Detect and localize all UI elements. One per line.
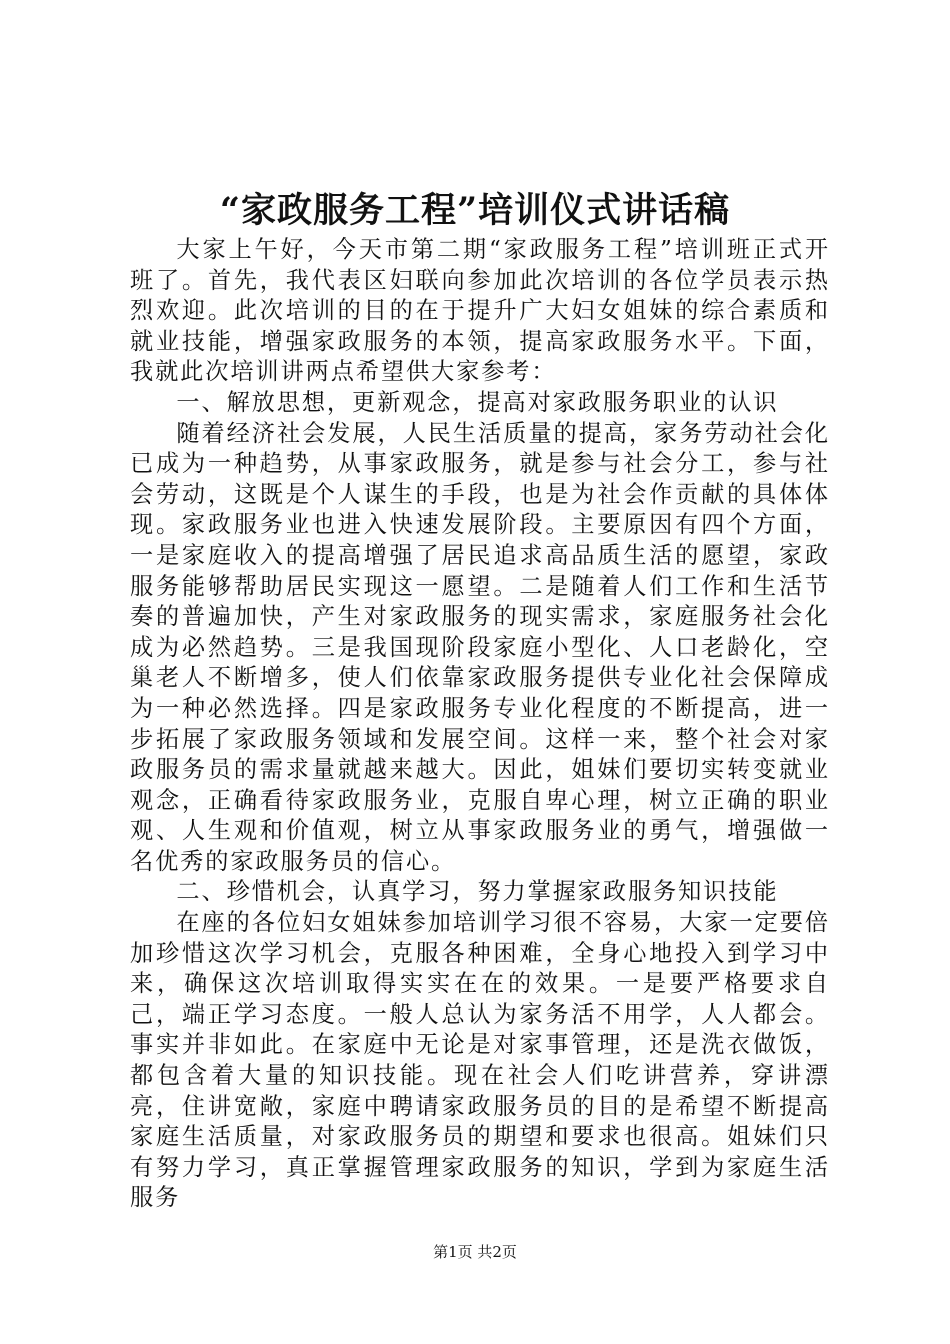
paragraph-section-1: 随着经济社会发展，人民生活质量的提高，家务劳动社会化已成为一种趋势，从事家政服务，就是参与社会分工，参与社会劳动，这既是个人谋生的手段，也是为社会作贡献的具体体现。家政服务业也进入快速发展阶段。主要原因有四个方面，一是家庭收入的提高增强了居民追求高品质生活的愿望，家政服务能够帮助居民实现这一愿望。二是随着人们工作和生活节奏的普遍加快，产生对家政服务的现实需求，家庭服务社会化成为必然趋势。三是我国现阶段家庭小型化、人口老龄化，空巢老人不断增多，使人们依靠家政服务提供专业化社会保障成为一种必然选择。四是家政服务专业化程度的不断提高，进一步拓展了家政服务领域和发展空间。这样一来，整个社会对家政服务员的需求量就越来越大。因此，姐妹们要切实转变就业观念，正确看待家政服务业，克服自卑心理，树立正确的职业观、人生观和价值观，树立从事家政服务业的勇气，增强做一名优秀的家政服务员的信心。 xyxy=(130,419,830,875)
paragraph-section-2: 在座的各位妇女姐妹参加培训学习很不容易，大家一定要倍加珍惜这次学习机会，克服各种困难，全身心地投入到学习中来，确保这次培训取得实实在在的效果。一是要严格要求自己，端正学习态度。一般人总认为家务活不用学，人人都会。事实并非如此。在家庭中无论是对家事管理，还是洗衣做饭，都包含着大量的知识技能。现在社会人们吃讲营养，穿讲漂亮，住讲宽敞，家庭中聘请家政服务员的目的是希望不断提高家庭生活质量，对家政服务员的期望和要求也很高。姐妹们只有努力学习，真正掌握管理家政服务的知识，学到为家庭生活服务 xyxy=(130,909,830,1212)
paragraph-intro: 大家上午好，今天市第二期“家政服务工程”培训班正式开班了。首先，我代表区妇联向参加此次培训的各位学员表示热烈欢迎。此次培训的目的在于提升广大妇女姐妹的综合素质和就业技能，增强家政服务的本领，提高家政服务水平。下面，我就此次培训讲两点希望供大家参考： xyxy=(130,236,830,386)
section-heading-1: 一、解放思想，更新观念，提高对家政服务职业的认识 xyxy=(176,388,779,416)
document-title: “家政服务工程”培训仪式讲话稿 xyxy=(219,190,731,231)
section-heading-2: 二、珍惜机会，认真学习，努力掌握家政服务知识技能 xyxy=(176,878,779,906)
page-footer xyxy=(0,1242,950,1262)
page-number-label: 第1页 共2页 xyxy=(433,1243,517,1261)
document-body xyxy=(130,235,830,1214)
